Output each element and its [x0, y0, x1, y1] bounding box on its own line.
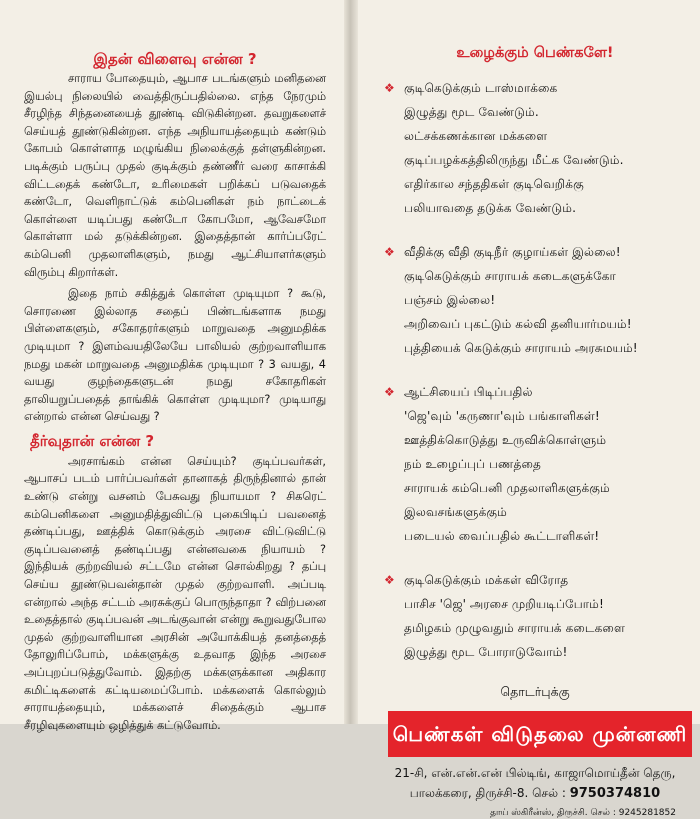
contact-label: தொடர்புக்கு — [500, 684, 570, 699]
left-panel — [0, 0, 344, 732]
slogan-line: நம் உழைப்புப் பணத்தை — [404, 457, 541, 471]
slogan-line: ஊத்திக்கொடுத்து உருவிக்கொள்ளும் — [404, 433, 607, 447]
diamond-bullet-icon: ❖ — [384, 245, 395, 259]
slogan-blocks — [384, 76, 686, 664]
slogan-line: 'ஜெ'வும் 'கருணா'வும் பங்காளிகள்! — [404, 409, 600, 423]
slogan-line: குடிகெடுக்கும் சாராயக் கடைகளுக்கோ — [404, 269, 616, 283]
slogan-line: இழுத்து மூட போராடுவோம்! — [404, 645, 568, 659]
phone-number: 9750374810 — [569, 786, 661, 801]
slogan-line: இழுத்து மூட வேண்டும். — [404, 105, 539, 119]
slogan-line: லட்சக்கணக்கான மக்களை — [404, 129, 548, 143]
organization-banner: பெண்கள் விடுதலை முன்னணி — [388, 711, 692, 757]
address — [384, 763, 686, 804]
right-title: உழைக்கும் பெண்களே! — [456, 45, 614, 61]
address-line-2 — [384, 783, 686, 804]
paragraph-1: சாராய போதையும், ஆபாச படங்களும் மனிதனை இயல்பு நிலையில் வைத்திருப்பதில்லை. எந்த நேரமும் சீரழிந்த சிந்தனையைத் தூண்டி விடுகின்றன. தவறுகளைச் செய்யத் தூண்டுகின்றன. எந்த அநியாயத்தையும் கண்டும் கோபம் கொள்ளாத மழுங்கிய நிலைக்குத் தள்ளுகின்றன. படிக்கும் பருப்பு முதல் குடிக்கும் தண்ணீர் வரை காசாக்கி விட்டதைக் கண்டோ, உரிமைகள் பறிக்கப் படுவதைக் கண்டோ, வெளிநாட்டுக் கம்பெனிகள் நம் நாட்டைக் கொள்ளை யடிப்பது கண்டோ கோபமோ, ஆவேசமோ கொள்ளா மல் தடுக்கின்றன. இதைத்தான் கார்ப்பரேட் கம்பெனி முதலாளிகளும், நமது ஆட்சியாளர்களும் விரும்பு கிறார்கள். — [24, 72, 326, 279]
slogan-line: தமிழகம் முழுவதும் சாராயக் கடைகளை — [404, 621, 625, 635]
paragraph-3: அரசாங்கம் என்ன செய்யும்? குடிப்பவர்கள், ஆபாசப் படம் பார்ப்பவர்கள் தானாகத் திருந்தினால் தான் உண்டு என்று வசனம் பேசுவது நியாயமா ? சிகரெட் கம்பெனிகளை அனுமதித்துவிட்டு புகைபிடிப் பவனைத் தண்டிப்பது, ஊத்திக் கொடுக்கும் அரசை விட்டுவிட்டு குடிப்பவனைத் தண்டிப்பது என்னவகை நியாயம் ? இந்தியக் குற்றவியல் சட்டமே என்ன சொல்கிறது ? தப்பு செய்ய தூண்டுபவன்தான் முதல் குற்றவாளி. அப்படி என்றால் அந்த சட்டம் அரசுக்குப் பொருந்தாதா ? விற்பனை உதைத்தால் குடிப்பவன் அடங்குவான் என்று கூறுவதுபோல முதல் குற்றவாளியான அரசின் அயோக்கியத் தனத்தைத் தோலுரிப்போம், மக்களுக்கு உதவாத இந்த அரசை அப்புறப்படுத்துவோம். இதற்கு மக்களுக்கான அதிகார கமிட்டிகளைக் கட்டியமைப்போம். மக்களைக் கொல்லும் சாராயத்தையும், மக்களைச் சிதைக்கும் ஆபாச சீரழிவுகளையும் ஒழித்துக் கட்டுவோம். — [24, 454, 326, 732]
printer-note: தாய் ஸ்கிரீன்ஸ், திருச்சி. செல் : 9245281852 — [490, 808, 676, 818]
slogan-line: குடிகெடுக்கும் மக்கள் விரோத — [404, 573, 569, 587]
heading-consequence: இதன் விளைவு என்ன ? — [93, 50, 257, 68]
slogan-lines — [404, 240, 686, 360]
diamond-bullet-icon: ❖ — [384, 573, 395, 587]
slogan-line: குடிகெடுக்கும் டாஸ்மாக்கை — [404, 81, 558, 95]
address-line-1: 21-சி, என்.என்.என் பில்டிங், காஜாமொய்தீன் தெரு, — [394, 766, 676, 780]
slogan-line: ஆட்சியைப் பிடிப்பதில் — [404, 385, 533, 399]
slogan-line: படையல் வைப்பதில் கூட்டாளிகள்! — [404, 529, 600, 543]
heading-solution: தீர்வுதான் என்ன ? — [30, 431, 155, 450]
diamond-bullet-icon: ❖ — [384, 81, 395, 95]
slogan-line: பாசிச 'ஜெ' அரசை முறியடிப்போம்! — [404, 597, 604, 611]
slogan-lines — [404, 76, 686, 220]
right-panel — [358, 0, 700, 818]
slogan-block — [384, 76, 686, 220]
slogan-lines — [404, 380, 686, 548]
slogan-block — [384, 568, 686, 664]
diamond-bullet-icon: ❖ — [384, 385, 395, 399]
page-fold — [344, 0, 358, 724]
slogan-line: எதிர்கால சந்ததிகள் குடிவெறிக்கு — [404, 177, 584, 191]
slogan-line: புத்தியைக் கெடுக்கும் சாராயம் அரசுமயம்! — [404, 341, 638, 355]
slogan-line: பஞ்சம் இல்லை! — [404, 293, 496, 307]
slogan-line: சாராயக் கம்பெனி முதலாளிகளுக்கும் — [404, 481, 610, 495]
slogan-line: பலியாவதை தடுக்க வேண்டும். — [404, 201, 576, 215]
slogan-block — [384, 380, 686, 548]
slogan-line: அறிவைப் புகட்டும் கல்வி தனியார்மயம்! — [404, 317, 632, 331]
slogan-lines — [404, 568, 686, 664]
slogan-line: குடிப்பழக்கத்திலிருந்து மீட்க வேண்டும். — [404, 153, 624, 167]
paragraph-2: இதை நாம் சகித்துக் கொள்ள முடியுமா ? கூடு, சொரணை இல்லாத சதைப் பிண்டங்களாக நமது பிள்ளைகளும், சகோதரர்களும் மாறுவதை அனுமதிக்க முடியுமா ? இளம்வயதிலேயே பாலியல் குற்றவாளியாக நமது மகன் மாறுவதை அனுமதிக்க முடியுமா ? 3 வயது, 4 வயது குழந்தைகளுடன் நமது சகோதரிகள் தாலியறுப்பதைத் தாங்கிக் கொள்ள முடியுமா? முடியாது என்றால் என்ன செய்வது ? — [24, 287, 326, 424]
address-line-2-text: பாலக்கரை, திருச்சி-8. செல் : — [409, 786, 566, 800]
slogan-line: இலவசங்களுக்கும் — [404, 505, 507, 519]
slogan-line: வீதிக்கு வீதி குடிநீர் குழாய்கள் இல்லை! — [404, 245, 621, 259]
slogan-block — [384, 240, 686, 360]
